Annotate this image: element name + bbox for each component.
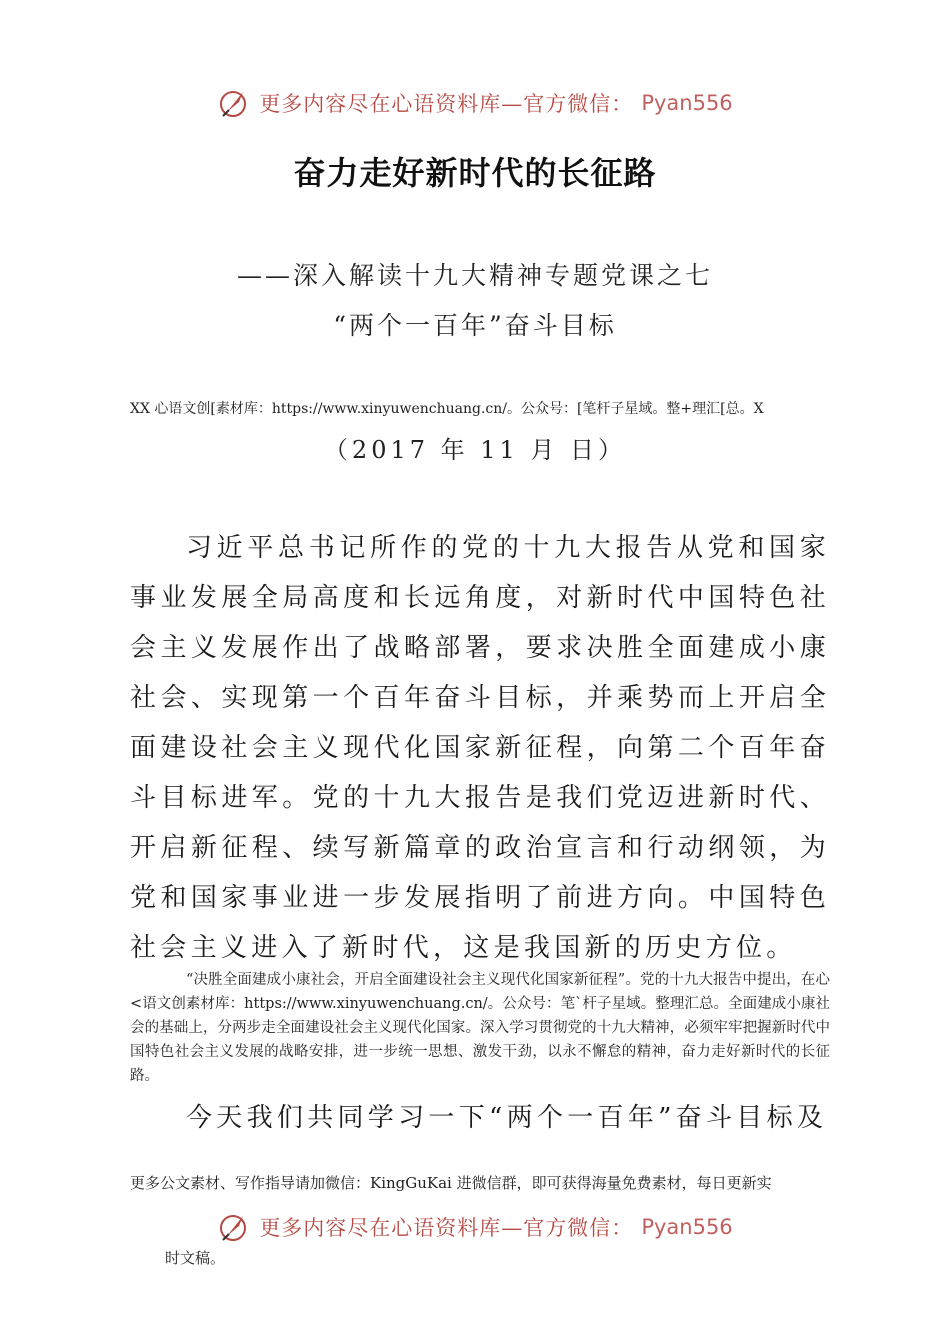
subtitle-line-2: “两个一百年”奋斗目标 — [333, 311, 617, 340]
footer-tail: 时文稿。 — [165, 1249, 226, 1267]
watermark-wechat-id: Pyan556 — [641, 91, 733, 115]
document-title: 奋力走好新时代的长征路 — [293, 154, 657, 192]
quill-logo-icon — [217, 86, 251, 120]
paragraph-1: 习近平总书记所作的党的十九大报告从党和国家事业发展全局高度和长远角度，对新时代中国特色社会主义发展作出了战略部署，要求决胜全面建成小康社会、实现第一个百年奋斗目标，并乘势而上开启全面建设社会主义现代化国家新征程，向第二个百年奋斗目标进军。党的十九大报告是我们党迈进新时代、开启新征程、续写新篇章的政治宣言和行动纲领，为党和国家事业进一步发展指明了前进方向。中国特色社会主义进入了新时代，这是我国新的历史方位。 — [130, 533, 830, 963]
subtitle-line-1: ——深入解读十九大精神专题党课之七 — [236, 261, 713, 290]
watermark-text: 更多内容尽在心语资料库—官方微信： — [259, 1216, 634, 1240]
source-line: XX 心语文创[素材库：https://www.xinyuwenchuang.cn/。公众号：[笔杆子星域。整+理汇[总。X — [130, 401, 764, 417]
quill-logo-icon — [217, 1210, 251, 1244]
watermark-text: 更多内容尽在心语资料库—官方微信： — [259, 92, 634, 116]
header-watermark — [0, 86, 950, 120]
footer-note: 更多公文素材、写作指导请加微信：KingGuKai 进微信群，即可获得海量免费素材，每日更新实 — [130, 1174, 772, 1192]
watermark-wechat-id: Pyan556 — [641, 1215, 733, 1239]
document-date: （2017 年 11 月 日） — [323, 436, 627, 464]
paragraph-3: 今天我们共同学习一下“两个一百年”奋斗目标及 — [186, 1103, 828, 1133]
footer-watermark — [0, 1210, 950, 1244]
paragraph-2: “决胜全面建成小康社会，开启全面建设社会主义现代化国家新征程”。党的十九大报告中提出，在心<语文创素材库：https://www.xinyuwenchuang.cn/。公众号：笔`杆子星域。整理汇总。全面建成小康社会的基础上，分两步走全面建设社会主义现代化国家。深入学习贯彻党的十九大精神，必须牢牢把握新时代中国特色社会主义发展的战略安排，进一步统一思想、激发干劲，以永不懈怠的精神，奋力走好新时代的长征路。 — [130, 972, 830, 1084]
